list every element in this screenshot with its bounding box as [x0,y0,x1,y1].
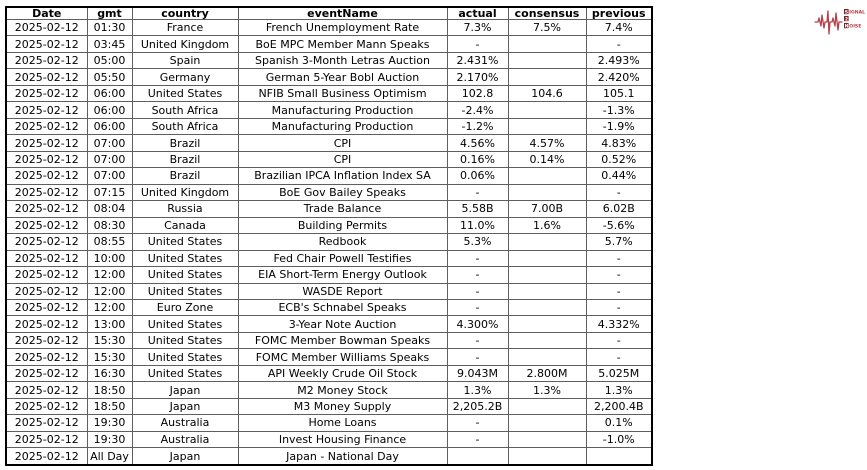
cell-gmt: 06:00 [87,118,132,134]
cell-actual: - [447,332,508,348]
table-row [6,332,652,348]
cell-date: 2025-02-12 [6,217,87,233]
table-header [6,7,652,20]
table-row [6,267,652,283]
column-header-eventname: eventName [238,7,447,20]
cell-country: United States [132,250,238,266]
cell-previous: -1.9% [586,118,652,134]
cell-gmt: 08:55 [87,234,132,250]
cell-date: 2025-02-12 [6,431,87,447]
cell-eventname: NFIB Small Business Optimism [238,85,447,101]
column-header-actual: actual [447,7,508,20]
cell-eventname: Spanish 3-Month Letras Auction [238,52,447,68]
column-header-previous: previous [586,7,652,20]
cell-actual: 9.043M [447,365,508,381]
cell-country: United Kingdom [132,36,238,52]
table-row [6,448,652,465]
cell-actual: - [447,184,508,200]
cell-country: United States [132,365,238,381]
cell-date: 2025-02-12 [6,415,87,431]
cell-country: Euro Zone [132,299,238,315]
cell-gmt: 08:30 [87,217,132,233]
cell-date: 2025-02-12 [6,332,87,348]
cell-date: 2025-02-12 [6,349,87,365]
cell-consensus: 0.14% [508,151,586,167]
cell-previous: 105.1 [586,85,652,101]
cell-previous: 7.4% [586,20,652,36]
heartbeat-waveform-icon [815,11,842,34]
cell-eventname: Redbook [238,234,447,250]
cell-eventname: FOMC Member Bowman Speaks [238,332,447,348]
cell-previous: 4.332% [586,316,652,332]
cell-consensus [508,234,586,250]
cell-gmt: 10:00 [87,250,132,266]
cell-gmt: All Day [87,448,132,465]
cell-consensus [508,36,586,52]
cell-country: Japan [132,398,238,414]
cell-country: United States [132,349,238,365]
table-row [6,168,652,184]
cell-actual: 1.3% [447,382,508,398]
cell-actual: 2.170% [447,69,508,85]
cell-previous: 2.493% [586,52,652,68]
table-row [6,69,652,85]
cell-date: 2025-02-12 [6,69,87,85]
cell-gmt: 06:00 [87,85,132,101]
cell-gmt: 12:00 [87,283,132,299]
table-row [6,201,652,217]
cell-actual: - [447,36,508,52]
table-row [6,118,652,134]
table-row [6,398,652,414]
cell-actual: -1.2% [447,118,508,134]
cell-country: United Kingdom [132,184,238,200]
cell-country: United States [132,85,238,101]
table-row [6,135,652,151]
cell-previous: - [586,184,652,200]
cell-gmt: 07:00 [87,135,132,151]
cell-previous: 6.02B [586,201,652,217]
cell-consensus [508,448,586,465]
cell-eventname: CPI [238,151,447,167]
table-row [6,382,652,398]
cell-country: Brazil [132,168,238,184]
table-row [6,365,652,381]
cell-consensus [508,431,586,447]
cell-previous: 4.83% [586,135,652,151]
cell-actual: 2.431% [447,52,508,68]
cell-consensus: 4.57% [508,135,586,151]
cell-previous: 1.3% [586,382,652,398]
cell-consensus [508,118,586,134]
cell-consensus [508,415,586,431]
cell-date: 2025-02-12 [6,151,87,167]
cell-eventname: M2 Money Stock [238,382,447,398]
cell-previous: - [586,332,652,348]
cell-previous: 0.1% [586,415,652,431]
column-header-gmt: gmt [87,7,132,20]
cell-gmt: 16:30 [87,365,132,381]
cell-consensus [508,52,586,68]
logo-letter-s: S [844,10,849,16]
cell-date: 2025-02-12 [6,184,87,200]
cell-actual [447,448,508,465]
cell-country: Australia [132,431,238,447]
cell-eventname: 3-Year Note Auction [238,316,447,332]
cell-consensus [508,349,586,365]
cell-consensus [508,102,586,118]
cell-gmt: 18:50 [87,398,132,414]
cell-actual: 0.16% [447,151,508,167]
cell-country: Russia [132,201,238,217]
cell-country: Japan [132,382,238,398]
table-row [6,415,652,431]
cell-eventname: M3 Money Supply [238,398,447,414]
cell-date: 2025-02-12 [6,201,87,217]
cell-previous: 5.025M [586,365,652,381]
cell-actual: - [447,431,508,447]
cell-actual: - [447,250,508,266]
cell-actual: 5.3% [447,234,508,250]
cell-consensus: 7.5% [508,20,586,36]
cell-gmt: 08:04 [87,201,132,217]
table-row [6,250,652,266]
cell-country: United States [132,332,238,348]
cell-eventname: WASDE Report [238,283,447,299]
cell-country: Brazil [132,135,238,151]
cell-consensus [508,283,586,299]
cell-eventname: BoE MPC Member Mann Speaks [238,36,447,52]
header-row [6,7,652,20]
table-row [6,151,652,167]
cell-country: Australia [132,415,238,431]
cell-date: 2025-02-12 [6,365,87,381]
cell-actual: 4.300% [447,316,508,332]
cell-eventname: BoE Gov Bailey Speaks [238,184,447,200]
table-row [6,184,652,200]
logo-word-signal: IGNAL [849,10,866,16]
cell-consensus: 2.800M [508,365,586,381]
cell-country: South Africa [132,118,238,134]
table-row [6,52,652,68]
cell-country: Brazil [132,151,238,167]
cell-previous: - [586,299,652,315]
cell-gmt: 06:00 [87,102,132,118]
cell-previous: - [586,283,652,299]
cell-gmt: 01:30 [87,20,132,36]
cell-previous: 0.52% [586,151,652,167]
table-row [6,299,652,315]
logo-digit-2: 2 [844,17,849,23]
logo-letter-n: N [844,24,849,30]
cell-eventname: FOMC Member Williams Speaks [238,349,447,365]
table-row [6,20,652,36]
cell-eventname: Fed Chair Powell Testifies [238,250,447,266]
cell-gmt: 05:50 [87,69,132,85]
cell-eventname: German 5-Year Bobl Auction [238,69,447,85]
cell-date: 2025-02-12 [6,299,87,315]
cell-previous [586,448,652,465]
cell-eventname: ECB's Schnabel Speaks [238,299,447,315]
cell-consensus: 1.3% [508,382,586,398]
cell-previous: - [586,267,652,283]
cell-actual: - [447,283,508,299]
cell-date: 2025-02-12 [6,382,87,398]
cell-gmt: 18:50 [87,382,132,398]
cell-consensus [508,299,586,315]
cell-previous: 2.420% [586,69,652,85]
cell-date: 2025-02-12 [6,36,87,52]
cell-consensus [508,69,586,85]
cell-previous: 2,200.4B [586,398,652,414]
table-row [6,349,652,365]
cell-date: 2025-02-12 [6,52,87,68]
cell-gmt: 12:00 [87,267,132,283]
cell-actual: -2.4% [447,102,508,118]
column-header-consensus: consensus [508,7,586,20]
cell-date: 2025-02-12 [6,398,87,414]
cell-eventname: Japan - National Day [238,448,447,465]
table-row [6,234,652,250]
table-row [6,217,652,233]
cell-actual: - [447,415,508,431]
cell-consensus: 7.00B [508,201,586,217]
cell-previous: - [586,36,652,52]
cell-date: 2025-02-12 [6,316,87,332]
cell-country: United States [132,316,238,332]
cell-date: 2025-02-12 [6,102,87,118]
table-row [6,102,652,118]
column-header-date: Date [6,7,87,20]
cell-date: 2025-02-12 [6,118,87,134]
cell-date: 2025-02-12 [6,234,87,250]
table-row [6,85,652,101]
cell-country: Germany [132,69,238,85]
cell-eventname: EIA Short-Term Energy Outlook [238,267,447,283]
cell-consensus [508,267,586,283]
cell-previous: 5.7% [586,234,652,250]
cell-gmt: 03:45 [87,36,132,52]
table-row [6,36,652,52]
cell-eventname: CPI [238,135,447,151]
economic-calendar-table [5,6,653,466]
cell-country: Spain [132,52,238,68]
cell-country: France [132,20,238,36]
cell-previous: 0.44% [586,168,652,184]
cell-previous: -5.6% [586,217,652,233]
table-row [6,316,652,332]
cell-consensus [508,168,586,184]
cell-actual: - [447,267,508,283]
cell-gmt: 15:30 [87,332,132,348]
table-row [6,283,652,299]
cell-actual: 11.0% [447,217,508,233]
cell-date: 2025-02-12 [6,448,87,465]
cell-eventname: Brazilian IPCA Inflation Index SA [238,168,447,184]
cell-actual: 7.3% [447,20,508,36]
cell-consensus [508,250,586,266]
cell-actual: - [447,299,508,315]
cell-eventname: Home Loans [238,415,447,431]
cell-consensus: 104.6 [508,85,586,101]
cell-country: United States [132,283,238,299]
cell-date: 2025-02-12 [6,283,87,299]
cell-date: 2025-02-12 [6,267,87,283]
cell-date: 2025-02-12 [6,250,87,266]
cell-eventname: Invest Housing Finance [238,431,447,447]
cell-eventname: Trade Balance [238,201,447,217]
table-row [6,431,652,447]
cell-country: United States [132,267,238,283]
cell-country: Canada [132,217,238,233]
cell-consensus [508,332,586,348]
cell-actual: 5.58B [447,201,508,217]
column-header-country: country [132,7,238,20]
cell-country: United States [132,234,238,250]
cell-actual: 4.56% [447,135,508,151]
cell-eventname: Manufacturing Production [238,118,447,134]
cell-actual: 102.8 [447,85,508,101]
cell-eventname: Manufacturing Production [238,102,447,118]
cell-date: 2025-02-12 [6,85,87,101]
cell-consensus [508,316,586,332]
table-body [6,20,652,466]
cell-gmt: 12:00 [87,299,132,315]
cell-gmt: 19:30 [87,415,132,431]
cell-actual: 0.06% [447,168,508,184]
signal2noise-logo [814,6,866,42]
cell-country: South Africa [132,102,238,118]
cell-consensus: 1.6% [508,217,586,233]
cell-date: 2025-02-12 [6,168,87,184]
cell-gmt: 13:00 [87,316,132,332]
cell-date: 2025-02-12 [6,135,87,151]
logo-word-noise: OISE [849,24,862,30]
cell-consensus [508,398,586,414]
cell-gmt: 05:00 [87,52,132,68]
cell-eventname: French Unemployment Rate [238,20,447,36]
cell-gmt: 15:30 [87,349,132,365]
cell-previous: -1.3% [586,102,652,118]
cell-actual: - [447,349,508,365]
cell-date: 2025-02-12 [6,20,87,36]
cell-gmt: 07:00 [87,151,132,167]
cell-country: Japan [132,448,238,465]
cell-previous: - [586,250,652,266]
cell-consensus [508,184,586,200]
cell-previous: - [586,349,652,365]
cell-actual: 2,205.2B [447,398,508,414]
cell-gmt: 07:15 [87,184,132,200]
cell-gmt: 19:30 [87,431,132,447]
cell-previous: -1.0% [586,431,652,447]
cell-eventname: API Weekly Crude Oil Stock [238,365,447,381]
cell-eventname: Building Permits [238,217,447,233]
cell-gmt: 07:00 [87,168,132,184]
